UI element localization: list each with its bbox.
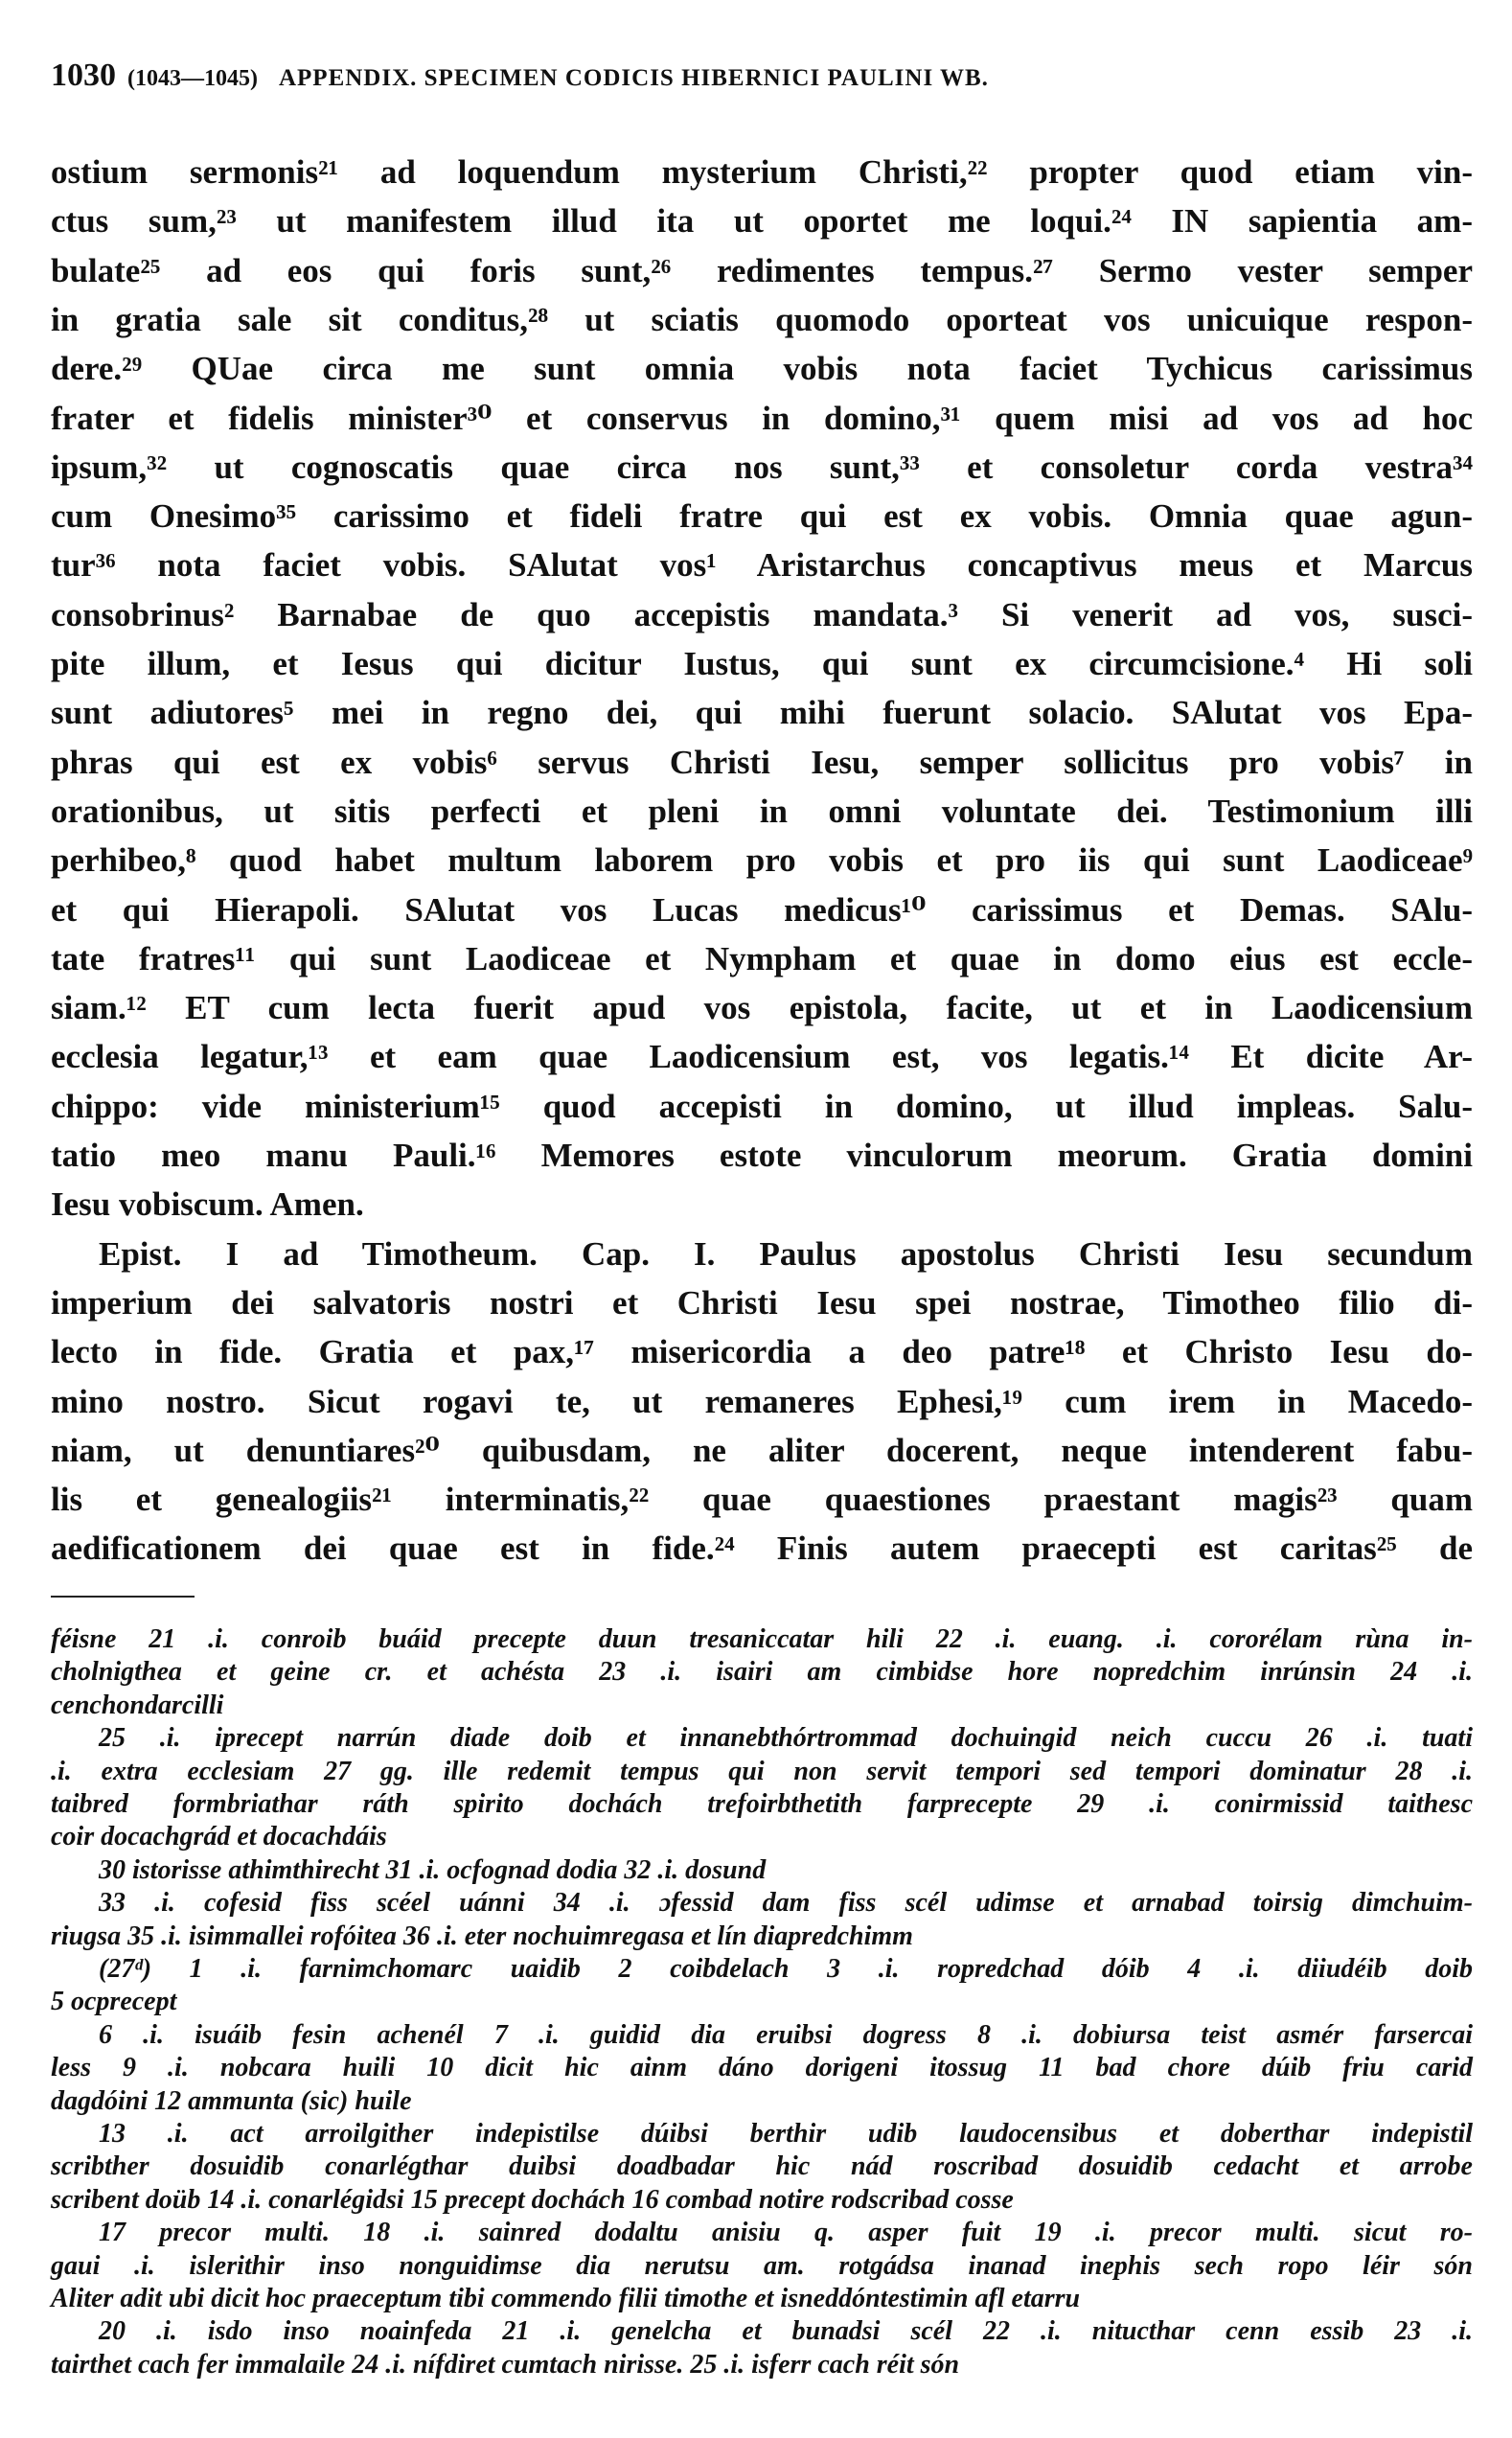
text-line: dere.²⁹ QUae circa me sunt omnia vobis nota faciet Tychicus carissimus <box>51 350 1473 388</box>
text-line: niam, ut denuntiares²⁰ quibusdam, ne aliter docerent, neque intenderent fabu- <box>51 1431 1473 1469</box>
footnote-line: dagdóini 12 ammunta (sic) huile <box>51 2085 412 2116</box>
text-line: ecclesia legatur,¹³ et eam quae Laodicensium est, vos legatis.¹⁴ Et dicite Ar- <box>51 1038 1473 1076</box>
text-line: sunt adiutores⁵ mei in regno dei, qui mihi fuerunt solacio. SAlutat vos Epa- <box>51 694 1473 732</box>
footnote-line: coir docachgrád et docachdáis <box>51 1822 387 1852</box>
text-line: bulate²⁵ ad eos qui foris sunt,²⁶ redimentes tempus.²⁷ Sermo vester semper <box>51 251 1473 289</box>
text-line: siam.¹² ET cum lecta fuerit apud vos epistola, facite, ut et in Laodicensium <box>51 989 1473 1027</box>
text-line: Iesu vobiscum. Amen. <box>51 1185 364 1224</box>
text-line: cum Onesimo³⁵ carissimo et fideli fratre qui est ex vobis. Omnia quae agun- <box>51 497 1473 536</box>
footnote-line: less 9 .i. nobcara huili 10 dicit hic ainm dáno dorigeni itossug 11 bad chore dúib friu carid <box>51 2053 1473 2083</box>
footnote-line: 33 .i. cofesid fiss scéel uánni 34 .i. ɔfessid dam fiss scél udimse et arnabad toirsig dimchuim- <box>99 1888 1473 1919</box>
text-line: ipsum,³² ut cognoscatis quae circa nos sunt,³³ et consoletur corda vestra³⁴ <box>51 448 1473 486</box>
footnote-line: 30 istorisse athimthirecht 31 .i. ocfognad dodia 32 .i. dosund <box>99 1854 767 1885</box>
footnote-line: .i. extra ecclesiam 27 gg. ille redemit tempus qui non servit tempori sed tempori dominatur 28 .i. <box>51 1756 1473 1786</box>
footnote-line: 13 .i. act arroilgither indepistilse dúibsi berthir udib laudocensibus et doberthar indepistil <box>99 2119 1473 2149</box>
footnote-separator-rule <box>51 1596 195 1598</box>
footnote-line: 5 ocprecept <box>51 1987 177 2017</box>
text-line: lis et genealogiis²¹ interminatis,²² quae quaestiones praestant magis²³ quam <box>51 1481 1473 1519</box>
text-line: Epist. I ad Timotheum. Cap. I. Paulus apostolus Christi Iesu secundum <box>99 1234 1473 1273</box>
text-line: imperium dei salvatoris nostri et Christi Iesu spei nostrae, Timotheo filio di- <box>51 1283 1473 1322</box>
footnote-line: cenchondarcilli <box>51 1690 224 1720</box>
footnote-line: 6 .i. isuáib fesin achenél 7 .i. guidid dia eruibsi dogress 8 .i. dobiursa teist asmér farsercai <box>99 2019 1473 2050</box>
running-header <box>51 58 1473 100</box>
text-line: tur³⁶ nota faciet vobis. SAlutat vos¹ Aristarchus concaptivus meus et Marcus <box>51 546 1473 585</box>
footnote-line: féisne 21 .i. conroib buáid precepte duun tresanicc​atar hili 22 .i. euang. .i. cororélam rùna in- <box>51 1624 1473 1654</box>
text-line: et qui Hierapoli. SAlutat vos Lucas medicus¹⁰ carissimus et Demas. SAlu- <box>51 890 1473 929</box>
footnote-line: (27ᵈ) 1 .i. farnimchomarc uaidib 2 coibdelach 3 .i. ropredchad dóib 4 .i. diiudéib doib <box>99 1954 1473 1984</box>
text-line: ostium sermonis²¹ ad loquendum mysterium Christi,²² propter quod etiam vin- <box>51 153 1473 191</box>
text-line: frater et fidelis minister³⁰ et conservus in domino,³¹ quem misi ad vos ad hoc <box>51 399 1473 437</box>
text-line: tate fratres¹¹ qui sunt Laodiceae et Nympham et quae in domo eius est eccle- <box>51 939 1473 978</box>
footnote-line: taibred formbriathar ráth spirito dochách trefoirbthetith farprecepte 29 .i. conirmissid taithesc <box>51 1789 1473 1819</box>
text-line: orationibus, ut sitis perfecti et pleni in omni voluntate dei. Testimonium illi <box>51 792 1473 830</box>
footnote-line: 17 precor multi. 18 .i. sainred dodaltu anisiu q. asper fuit 19 .i. precor multi. sicut ro- <box>99 2218 1473 2248</box>
footnote-line: 25 .i. iprecept narrún diade doib et innanebthórtrommad dochuingid neich cuccu 26 .i. tuati <box>99 1723 1473 1754</box>
page-number: 1030 <box>51 58 116 93</box>
text-line: pite illum, et Iesus qui dicitur Iustus, qui sunt ex circumcisione.⁴ Hi soli <box>51 645 1473 682</box>
text-line: ctus sum,²³ ut manifestem illud ita ut oportet me loqui.²⁴ IN sapientia am- <box>51 202 1473 241</box>
text-line: in gratia sale sit conditus,²⁸ ut sciatis quomodo oporteat vos unicuique respon- <box>51 300 1473 338</box>
footnote-line: tairthet cach fer immalaile 24 .i. nífdiret cumtach nirisse. 25 .i. isferr cach réit són <box>51 2349 960 2380</box>
text-line: consobrinus² Barnabae de quo accepistis mandata.³ Si venerit ad vos, susci- <box>51 595 1473 633</box>
text-line: perhibeo,⁸ quod habet multum laborem pro vobis et pro iis qui sunt Laodiceae⁹ <box>51 841 1473 880</box>
text-line: chippo: vide ministerium¹⁵ quod accepisti in domino, ut illud impleas. Salu- <box>51 1087 1473 1125</box>
footnote-line: 20 .i. isdo inso noainfeda 21 .i. genelcha et bunadsi scél 22 .i. nitucthar cenn essib 23 .i. <box>99 2316 1473 2347</box>
running-title: APPENDIX. SPECIMEN CODICIS HIBERNICI PAULINI WB. <box>278 65 989 91</box>
text-line: aedificationem dei quae est in fide.²⁴ Finis autem praecepti est caritas²⁵ de <box>51 1530 1473 1568</box>
footnote-line: scribent doüb 14 .i. conarlégidsi 15 precept dochách 16 combad notire rodscribad cosse <box>51 2184 1014 2215</box>
text-line: lecto in fide. Gratia et pax,¹⁷ misericordia a deo patre¹⁸ et Christo Iesu do- <box>51 1333 1473 1371</box>
column-range: (1043—1045) <box>127 66 258 91</box>
text-line: mino nostro. Sicut rogavi te, ut remaneres Ephesi,¹⁹ cum irem in Macedo- <box>51 1382 1473 1420</box>
footnote-line: gaui .i. islerithir inso nonguidimse dia nerutsu am. rotgádsa inanad inephis sech ropo léir són <box>51 2250 1473 2281</box>
footnote-line: riugsa 35 .i. isimmallei rofóitea 36 .i. eter nochuimregasa et lín diapredchimm <box>51 1920 913 1951</box>
footnote-line: Aliter adit ubi dicit hoc praeceptum tibi commendo filii timothe et isneddóntestimin afl etarru <box>51 2284 1081 2313</box>
footnote-line: scribther dosuidib conarlégthar duibsi doadbadar hic nád roscribad dosuidib cedacht et arrobe <box>51 2151 1473 2182</box>
text-line: phras qui est ex vobis⁶ servus Christi Iesu, semper sollicitus pro vobis⁷ in <box>51 743 1473 781</box>
footnote-line: cholnigthea et geine cr. et achésta 23 .i. isairi am cimbidse hore nopredchim inrúnsin 24 .i. <box>51 1657 1473 1688</box>
text-line: tatio meo manu Pauli.¹⁶ Memores estote vinculorum meorum. Gratia domini <box>51 1137 1473 1174</box>
